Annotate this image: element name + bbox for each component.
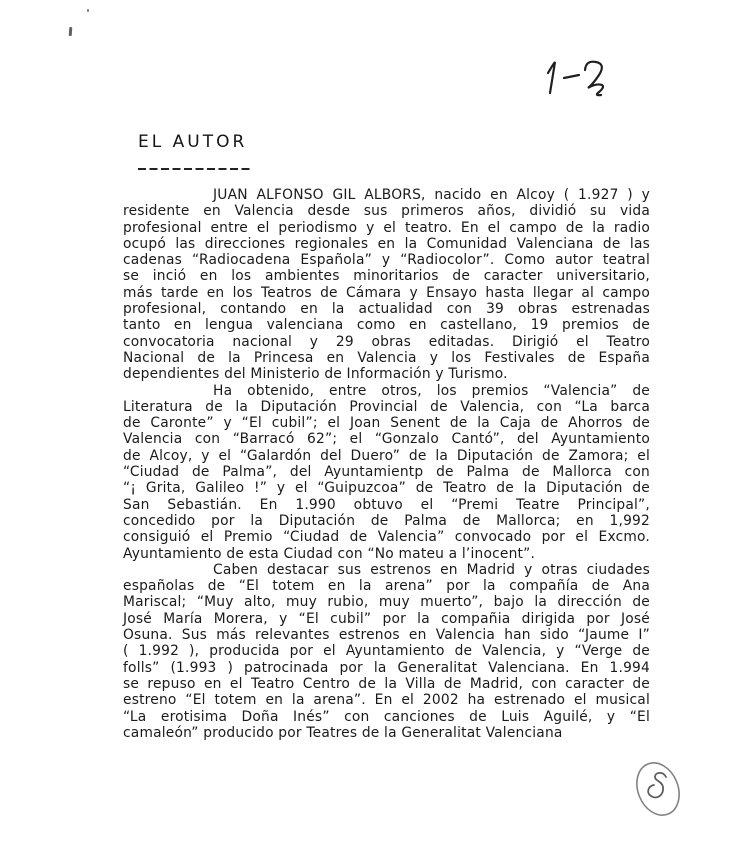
scan-speck	[69, 27, 72, 36]
text-line: Valencia con “Barracó 62”; el “Gonzalo Cantó”, del Ayuntamiento	[123, 431, 650, 448]
text-line: profesional, contando en la actualidad con 39 obras estrenadas	[123, 301, 650, 318]
text-line: folls” (1.993 ) patrocinada por la Generalitat Valenciana. En 1.994	[123, 659, 650, 676]
title-dash-underline	[138, 168, 252, 170]
text-line: camaleón” producido por Teatres de la Generalitat Valenciana	[123, 724, 563, 741]
text-line: de Alcoy, y el “Galardón del Duero” de la Diputación de Zamora; el	[123, 447, 650, 464]
page-title: EL AUTOR	[138, 132, 248, 152]
text-line: de Caronte” y “El cubil”; el Joan Senent de la Caja de Ahorros de	[123, 415, 650, 432]
text-line: estreno “El totem en la arena”. En el 2002 ha estrenado el musical	[123, 692, 650, 709]
text-line: Ha obtenido, entre otros, los premios “Valencia” de	[213, 382, 650, 399]
text-line: Literatura de la Diputación Provincial de Valencia, con “La barca	[123, 398, 650, 415]
text-line: Osuna. Sus más relevantes estrenos en Valencia han sido “Jaume I”	[123, 627, 650, 644]
text-line: Mariscal; “Muy alto, muy rubio, muy muerto”, bajo la dirección de	[123, 594, 650, 611]
text-line: más tarde en los Teatros de Cámara y Ensayo hasta llegar al campo	[123, 284, 650, 301]
text-line: cadenas “Radiocadena Española” y “Radiocolor”. Como autor teatral	[123, 252, 650, 269]
text-line: Nacional de la Princesa en Valencia y los Festivales de España	[123, 349, 650, 366]
paragraph	[123, 187, 650, 383]
text-line: profesional entre el periodismo y el teatro. En el campo de la radio	[123, 219, 650, 236]
document-body	[123, 187, 650, 741]
text-line: convocatoria nacional y 29 obras editadas. Dirigió el Teatro	[123, 333, 650, 350]
text-line: Caben destacar sus estrenos en Madrid y otras ciudades	[213, 561, 650, 578]
text-line: JUAN ALFONSO GIL ALBORS, nacido en Alcoy ( 1.927 ) y	[213, 187, 650, 203]
text-line: se repuso en el Teatro Centro de la Villa de Madrid, con caracter de	[123, 675, 650, 692]
text-line: concedido por la Diputación de Palma de Mallorca; en 1,992	[123, 512, 650, 529]
text-line: José María Morera, y “El cubil” por la compañia dirigida por José	[123, 610, 650, 627]
handwritten-page-mark	[538, 55, 628, 117]
text-line: residente en Valencia desde sus primeros años, dividió su vida	[123, 203, 650, 220]
text-line: españolas de “El totem en la arena” por la compañía de Ana	[123, 578, 650, 595]
text-line: consiguió el Premio “Ciudad de Valencia” convocado por el Excmo.	[123, 529, 650, 546]
paragraph	[123, 383, 650, 562]
text-line: Ayuntamiento de esta Ciudad con “No mateu a l’inocent”.	[123, 545, 536, 562]
text-line: “Ciudad de Palma”, del Ayuntamientp de Palma de Mallorca con	[123, 464, 650, 481]
circled-page-number	[622, 755, 696, 827]
text-line: “La erotisima Doña Inés” con canciones de Luis Aguilé, y “El	[123, 708, 650, 725]
text-line: “¡ Grita, Galileo !” y el “Guipuzcoa” de Teatro de la Diputación de	[123, 480, 650, 497]
text-line: se inció en los ambientes minoritarios de caracter universitario,	[123, 268, 650, 285]
scan-speck	[87, 9, 89, 12]
text-line: ocupó las direcciones regionales en la Comunidad Valenciana de las	[123, 235, 650, 252]
paragraph	[123, 562, 650, 741]
text-line: San Sebastián. En 1.990 obtuvo el “Premi Teatre Principal”,	[123, 496, 650, 513]
text-line: tanto en lengua valenciana como en castellano, 19 premios de	[123, 317, 650, 334]
text-line: dependientes del Ministerio de Información y Turismo.	[123, 366, 508, 383]
text-line: ( 1.992 ), producida por el Ayuntamiento de Valencia, y “Verge de	[123, 643, 650, 660]
